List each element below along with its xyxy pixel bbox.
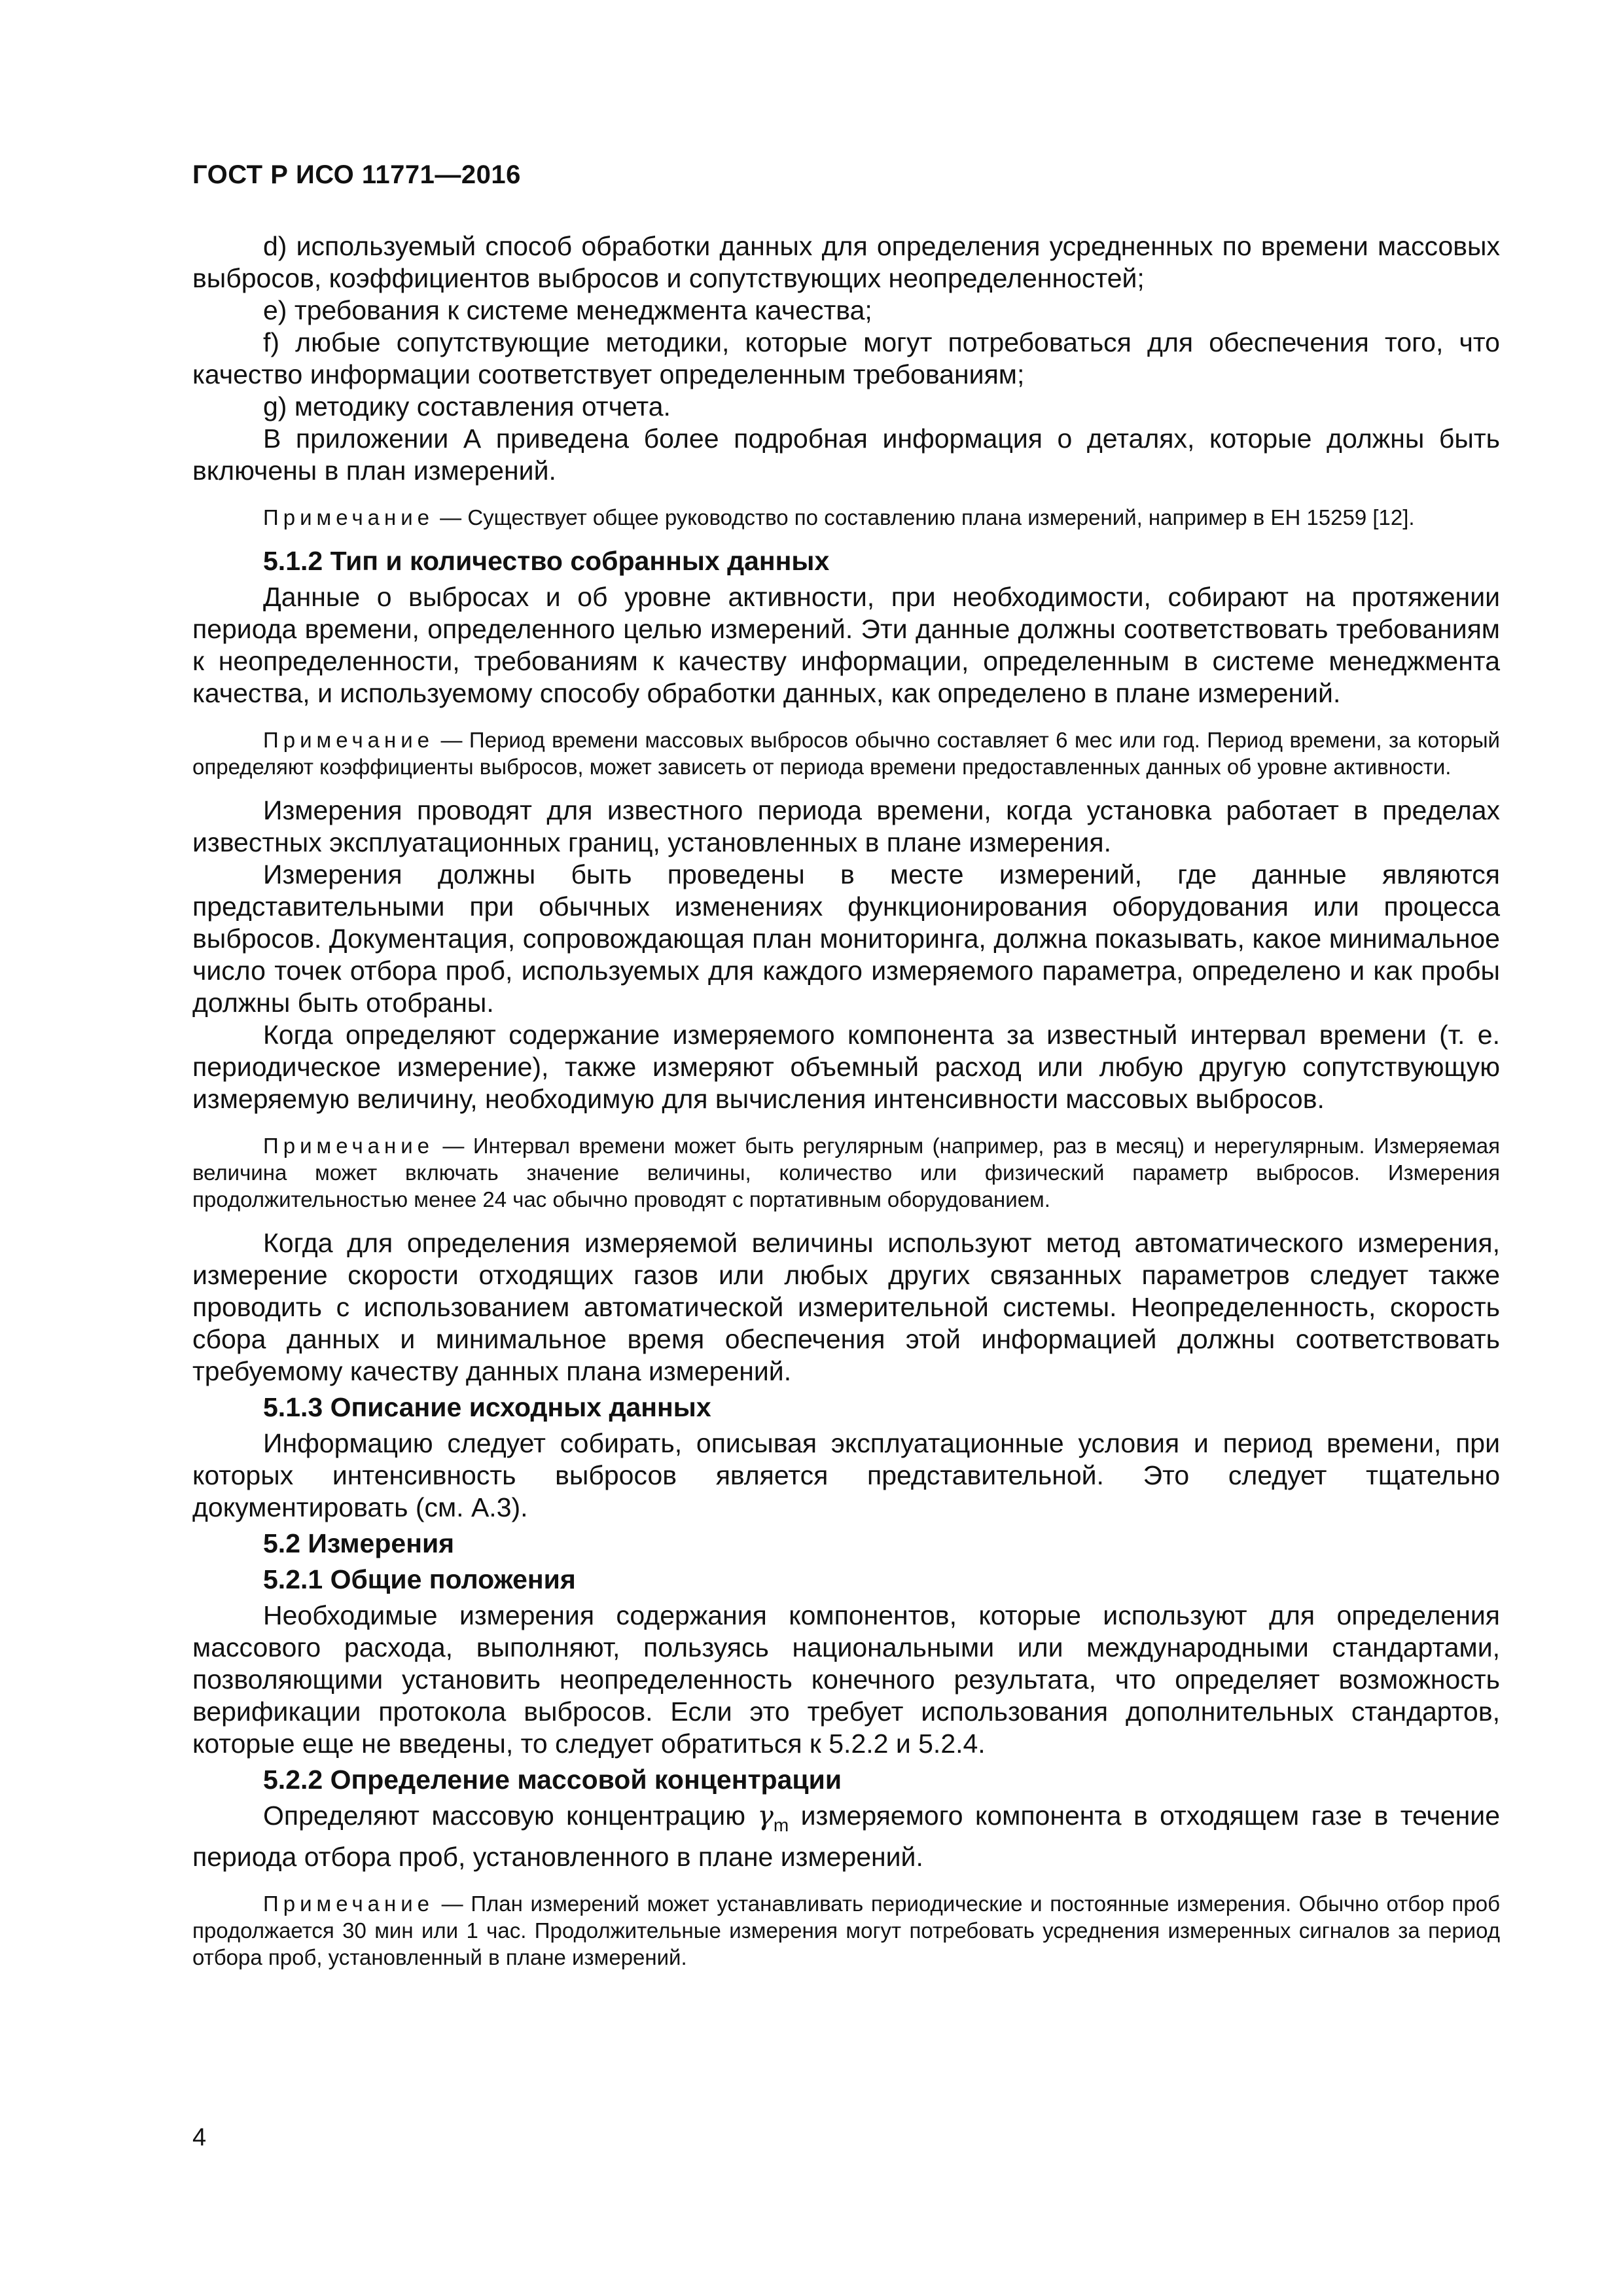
body-paragraph: g) методику составления отчета. <box>263 391 671 422</box>
body-paragraph: e) требования к системе менеджмента качества; <box>263 295 872 325</box>
section-heading: 5.2.1 Общие положения <box>263 1564 576 1594</box>
body-paragraph: Информацию следует собирать, описывая эксплуатационные условия и период времени, при которых интенсивность выбросов является представительной. Это следует тщательно документировать (см. А.3). <box>192 1428 1500 1522</box>
section-heading: 5.2.2 Определение массовой концентрации <box>263 1765 842 1795</box>
body-paragraph: d) используемый способ обработки данных для определения усредненных по времени массовых выбросов, коэффициентов выбросов и сопутствующих неопределенностей; <box>192 231 1500 293</box>
page-number: 4 <box>192 2124 207 2151</box>
note-text: — Существует общее руководство по составлению плана измерений, например в ЕН 15259 [12]. <box>434 505 1415 529</box>
body-paragraph: В приложении А приведена более подробная информация о деталях, которые должны быть включены в план измерений. <box>192 423 1500 486</box>
section-heading: 5.2 Измерения <box>263 1528 455 1558</box>
note-text: — Интервал времени может быть регулярным (например, раз в месяц) и нерегулярным. Измеряемая величина может включать значение величины, количество или физический параметр выбросов. Измерения продолжительностью менее 24 час обычно проводят с портативным оборудованием. <box>192 1134 1500 1211</box>
note-label: Примечание <box>263 728 435 752</box>
note-paragraph <box>192 504 1500 531</box>
section-heading: 5.1.3 Описание исходных данных <box>263 1392 711 1422</box>
body-paragraph: Данные о выбросах и об уровне активности, при необходимости, собирают на протяжении периода времени, определенного целью измерений. Эти данные должны соответствовать требованиям к неопределенности, требованиям к качеству информации, определенным в системе менеджмента качества, и используемому способу обработки данных, как определено в плане измерений. <box>192 582 1500 708</box>
paragraph-text: измеряемого компонента в отходящем газе в течение периода отбора проб, установленного в плане измерений. <box>192 1801 1501 1872</box>
body-paragraph: Необходимые измерения содержания компонентов, которые используют для определения массового расхода, выполняют, пользуясь национальными или международными стандартами, позволяющими установить неопределенность конечного результата, что определяет возможность верификации протокола выбросов. Если это требует использования дополнительных стандартов, которые еще не введены, то следует обратиться к 5.2.2 и 5.2.4. <box>192 1600 1500 1759</box>
body-paragraph: Когда определяют содержание измеряемого компонента за известный интервал времени (т. е. периодическое измерение), также измеряют объемный расход или любую другую сопутствующую измеряемую величину, необходимую для вычисления интенсивности массовых выбросов. <box>192 1020 1500 1114</box>
document-body <box>192 230 1500 1985</box>
body-paragraph: Измерения должны быть проведены в месте измерений, где данные являются представительными при обычных изменениях функционирования оборудования или процесса выбросов. Документация, сопровождающая план мониторинга, должна показывать, какое минимальное число точек отбора проб, используемых для каждого измеряемого параметра, определено и как пробы должны быть отобраны. <box>192 859 1500 1018</box>
note-label: Примечание <box>263 1892 435 1916</box>
note-label: Примечание <box>263 1134 435 1158</box>
mass-concentration-symbol: γ <box>757 1800 774 1831</box>
note-paragraph <box>192 1890 1500 1971</box>
note-text: — План измерений может устанавливать периодические и постоянные измерения. Обычно отбор проб продолжается 30 мин или 1 час. Продолжительные измерения могут потребовать усреднения измеренных сигналов за период отбора проб, установленный в плане измерений. <box>192 1892 1500 1969</box>
body-paragraph <box>192 1800 1500 1873</box>
body-paragraph: Когда для определения измеряемой величины используют метод автоматического измерения, измерение скорости отходящих газов или любых других связанных параметров следует также проводить с использованием автоматической измерительной системы. Неопределенность, скорость сбора данных и минимальное время обеспечения этой информацией должны соответствовать требуемому качеству данных плана измерений. <box>192 1228 1500 1386</box>
note-text: — Период времени массовых выбросов обычно составляет 6 мес или год. Период времени, за который определяют коэффициенты выбросов, может зависеть от периода времени предоставленных данных об уровне активности. <box>192 728 1500 779</box>
note-paragraph <box>192 726 1500 780</box>
symbol-subscript: m <box>773 1815 789 1835</box>
section-heading: 5.1.2 Тип и количество собранных данных <box>263 546 830 576</box>
note-label: Примечание <box>263 505 435 529</box>
note-paragraph <box>192 1132 1500 1213</box>
body-paragraph: Измерения проводят для известного периода времени, когда установка работает в пределах известных эксплуатационных границ, установленных в плане измерения. <box>192 795 1500 857</box>
document-header: ГОСТ Р ИСО 11771—2016 <box>192 160 521 189</box>
body-paragraph: f) любые сопутствующие методики, которые могут потребоваться для обеспечения того, что качество информации соответствует определенным требованиям; <box>192 327 1500 389</box>
paragraph-text: Определяют массовую концентрацию <box>263 1801 758 1831</box>
